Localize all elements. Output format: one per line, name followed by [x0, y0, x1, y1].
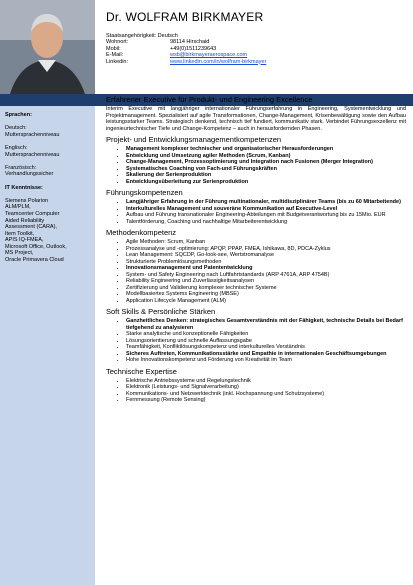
- it-item: APIS IQ-FMEA,: [5, 237, 44, 244]
- section-title: Erfahrener Executive für Produkt- und Engineering Excellence: [106, 95, 313, 104]
- linkedin-link[interactable]: www.linkedin.com/in/wolfram-birkmayer: [170, 58, 267, 65]
- it-item: MS Project,: [5, 250, 34, 257]
- list-item: • Modellbasiertes Systems Engineering (MBSE): [126, 291, 406, 298]
- list-item: • Entwicklungsüberleitung zur Serienproduktion: [126, 179, 406, 186]
- sidebar-text: Sprachen: Deutsch: Muttersprachenniveau Englisch: Muttersprachenniveau Französisch: Verhandlungssicher IT Kenntnisse: Siemens Polarion ALM/PLM, Teamcenter Computer Aided Reliability Assessment (CARA), Item Toolkit, APIS IQ-FMEA, Microsoft Office, Outlook, MS Project, Oracle Primavera Cloud: [5, 112, 93, 264]
- list-item: • Aufbau und Führung transnationaler Engineering-Abteilungen mit Budgetverantwortung bis zu 15Mio. EUR: [126, 212, 406, 219]
- info-row: Mobil: +49(0)1511239643: [106, 45, 217, 52]
- bullet-list: [106, 199, 406, 225]
- list-item: • Fernmessung (Remote Sensing): [126, 397, 406, 404]
- info-row: E-Mail: wsb@birkmayeraerospace.com: [106, 52, 248, 59]
- list-item: • Zertifizierung und Validierung komplexer technischer Systeme: [126, 285, 406, 292]
- list-item: • Elektrische Antriebssysteme und Regelungstechnik: [126, 378, 406, 385]
- list-item: • Hohe Innovationskompetenz und Förderung von Kreativität im Team: [126, 357, 406, 364]
- it-item: Microsoft Office, Outlook,: [5, 243, 67, 250]
- list-item: • Prozessanalyse und -optimierung: APQP, PPAP, FMEA, Ishikawa, 8D, PDCA-Zyklus: [126, 246, 406, 253]
- it-title: IT Kenntnisse:: [5, 184, 43, 191]
- it-item: Teamcenter Computer: [5, 210, 60, 217]
- list-item: • Lean Management: SQCDP, Go-look-see, Wertstromanalyse: [126, 252, 406, 259]
- list-item: • System- und Safety Engineering nach Luftfahrtstandards (ARP 4761A, ARP 4754B): [126, 272, 406, 279]
- email-link[interactable]: wsb@birkmayeraerospace.com: [170, 52, 248, 59]
- list-item: • Kommunikations- und Netzwerktechnik (inkl. Hochspannung und Schutzsysteme): [126, 391, 406, 398]
- list-item: • Teamfähigkeit, Konfliktlösungskompetenz und interkulturelles Verständnis: [126, 344, 406, 351]
- list-item: • Interkulturelles Management und souveräne Kommunikation auf Executive-Level: [126, 206, 406, 213]
- it-item: Oracle Primavera Cloud: [5, 257, 64, 264]
- section-title: Technische Expertise: [106, 366, 177, 376]
- it-item: ALM/PLM,: [5, 204, 31, 211]
- nationality: Staatsangehörigkeit: Deutsch: [106, 33, 178, 39]
- bullet-list: [106, 239, 406, 304]
- list-item: • Change-Management, Prozessoptimierung und Integration nach Fusionen (Merger Integration): [126, 159, 406, 166]
- list-item: • Ganzheitliches Denken: strategisches Gesamtverständnis mit der Fähigkeit, technische Details bei Bedarf tiefgehend zu analysieren: [126, 318, 406, 331]
- bullet-list: [106, 318, 406, 364]
- list-item: • Skalierung der Serienproduktion: [126, 172, 406, 179]
- personal-info: [106, 33, 266, 65]
- main-content: [106, 92, 406, 406]
- list-item: • Reliability Engineering und Zuverlässigkeitsanalysen: [126, 278, 406, 285]
- list-item: • Agile Methoden: Scrum, Kanban: [126, 239, 406, 246]
- list-item: • Starke analytische und konzeptionelle Fähigkeiten: [126, 331, 406, 338]
- list-item: • Systematisches Coaching von Fach-und Führungskräften: [126, 166, 406, 173]
- it-item: Siemens Polarion: [5, 197, 49, 204]
- it-item: Aided Reliability: [5, 217, 45, 224]
- bullet-list: [106, 378, 406, 404]
- list-item: • Langjähriger Erfahrung in der Führung multinationaler, multidisziplinärer Teams (bis zu 60 Mitarbeitende): [126, 199, 406, 206]
- sections: [106, 135, 406, 404]
- bullet-list: [106, 146, 406, 185]
- section-title: Projekt- und Entwicklungsmanagementkompetenzen: [106, 135, 282, 144]
- it-item: Assessment (CARA),: [5, 224, 57, 231]
- info-row: Wohnort: 98114 Hirschaid: [106, 39, 210, 46]
- list-item: • Entwicklung und Umsetzung agiler Methoden (Scrum, Kanban): [126, 153, 406, 160]
- section-title: Methodenkompetenz: [106, 228, 177, 237]
- summary-paragraph: Interim Executive mit langjähriger internationaler Führungserfahrung in Engineering, Systementwicklung und Projektmanagement. Spezialisiert auf agile Transformationen, Change-Management, Krisenbewältigung sowie den Aufbau leistungsstarker Teams. Strategisch denkend, technisch tief fundiert, kommunikativ stark. Verbindet Führungsexzellenz mit ingenieurtechnischer Tiefe und Change-Kompetenz – auch in herausfordernden Phasen.: [106, 106, 406, 132]
- languages-title: Sprachen:: [5, 112, 32, 118]
- list-item: • Elektronik (Leistungs- und Signalverarbeitung): [126, 384, 406, 391]
- section-title: Führungskompetenzen: [106, 188, 183, 197]
- list-item: • Lösungsorientierung und schnelle Auffassungsgabe: [126, 338, 406, 345]
- person-name: Dr. WOLFRAM BIRKMAYER: [106, 10, 264, 24]
- list-item: • Management komplexer technischer und organisatorischer Herausforderungen: [126, 146, 406, 153]
- profile-photo: [0, 0, 95, 94]
- list-item: • Sicheres Auftreten, Kommunikationsstärke und Empathie in internationalen Geschäftsumgebungen: [126, 351, 406, 358]
- list-item: • Application Lifecycle Management (ALM): [126, 298, 406, 305]
- section-title: Soft Skills & Persönliche Stärken: [106, 307, 216, 316]
- list-item: • Innovationsmanagement und Patententwicklung: [126, 265, 406, 272]
- list-item: • Strukturierte Problemlösungsmethoden: [126, 259, 406, 266]
- it-item: Item Toolkit,: [5, 230, 35, 237]
- list-item: • Talentförderung, Coaching und nachhaltige Mitarbeiterentwicklung: [126, 219, 406, 226]
- info-row: Linkedin: www.linkedin.com/in/wolfram-birkmayer: [106, 58, 267, 65]
